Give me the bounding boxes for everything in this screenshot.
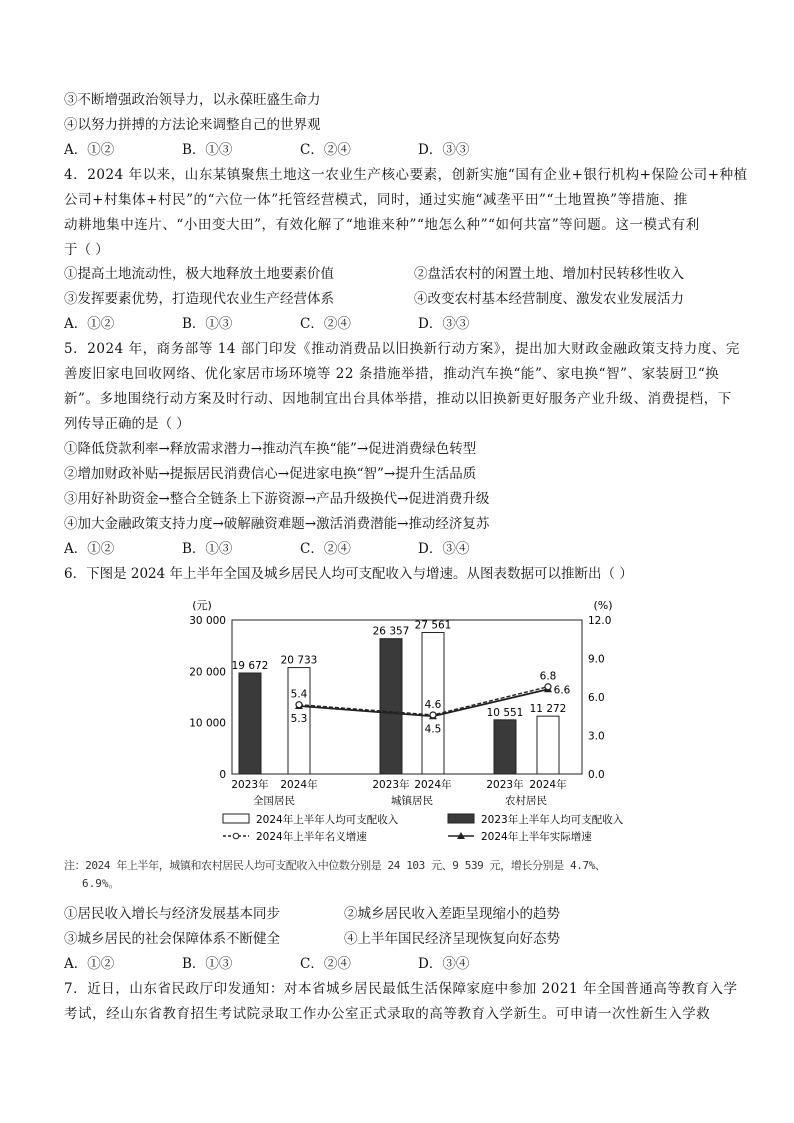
- label-real-rural: 6.6: [553, 684, 571, 697]
- legend-label-2023-bar: 2023年上半年人均可支配收入: [481, 814, 624, 826]
- q3-option-a[interactable]: A．①②: [64, 142, 115, 158]
- legend-swatch-2023-bar: [448, 814, 474, 823]
- q3-option-c[interactable]: C．②④: [300, 142, 351, 158]
- q4-stem-line-4: 于（ ）: [64, 242, 109, 258]
- year-label-urban-2023: 2023年: [372, 779, 410, 791]
- q4-items-row-1: [64, 264, 744, 284]
- q7-stem-line-1: 7．近日，山东省民政厅印发通知：对本省城乡居民最低生活保障家庭中参加 2021 年全国普通高等教育入学: [64, 981, 738, 997]
- bar-2024-rural: [537, 716, 559, 774]
- legend-label-nominal: 2024年上半年名义增速: [256, 831, 367, 843]
- right-tick-4: 12.0: [588, 615, 612, 627]
- year-label-national-2024: 2024年: [280, 779, 318, 791]
- category-label-national: 全国居民: [253, 795, 295, 807]
- q6-option-a[interactable]: A．①②: [64, 956, 115, 972]
- q5-option-a[interactable]: A．①②: [64, 541, 115, 557]
- q6-items-row-2: [64, 929, 744, 949]
- legend-label-2024-bar: 2024年上半年人均可支配收入: [256, 814, 399, 826]
- right-tick-1: 3.0: [588, 730, 605, 743]
- right-tick-2: 6.0: [588, 692, 605, 704]
- q5-option-b[interactable]: B．①③: [182, 541, 233, 557]
- marker-nominal-urban: [430, 712, 436, 718]
- q5-option-d[interactable]: D．③④: [418, 541, 470, 557]
- q3-option-d[interactable]: D．③③: [418, 142, 470, 158]
- label-real-urban: 4.5: [424, 723, 442, 736]
- q6-option-b[interactable]: B．①③: [182, 956, 233, 972]
- bar-2023-national: [239, 673, 261, 774]
- plot-frame: [232, 620, 582, 774]
- left-tick-2: 20 000: [189, 666, 226, 679]
- left-axis-unit: (元): [192, 599, 212, 612]
- marker-nominal-national: [296, 702, 302, 708]
- left-tick-0: 0: [219, 769, 226, 781]
- q6-items-row-1: [64, 904, 744, 924]
- q4-item-3: ③发挥要素优势，打造现代农业生产经营体系: [64, 291, 334, 307]
- q5-stem-line-1: 5．2024 年，商务部等 14 部门印发《推动消费品以旧换新行动方案》，提出加大财政金融政策支持力度、完: [64, 341, 740, 357]
- legend-swatch-2024-bar: [223, 814, 249, 823]
- bar-2023-rural: [494, 720, 516, 774]
- q4-option-b[interactable]: B．①③: [182, 316, 233, 332]
- q7-stem-line-2: 考试，经山东省教育招生考试院录取工作办公室正式录取的高等教育入学新生。可申请一次性新生入学救: [64, 1006, 711, 1022]
- q5-item-3: ③用好补助资金→整合全链条上下游资源→产品升级换代→促进消费升级: [64, 491, 490, 507]
- bar-label-2023-urban: 26 357: [372, 625, 410, 638]
- q5-item-1: ①降低贷款利率→释放需求潜力→推动汽车换“能”→促进消费绿色转型: [64, 441, 477, 457]
- q4-item-4: ④改变农村基本经营制度、激发农业发展活力: [414, 291, 684, 307]
- legend-marker-nominal: [233, 833, 239, 839]
- category-label-rural: 农村居民: [505, 795, 547, 807]
- legend: [223, 813, 624, 843]
- category-label-urban: 城镇居民: [391, 795, 433, 807]
- q6-item-4: ④上半年国民经济呈现恢复向好态势: [344, 931, 560, 947]
- q5-item-2: ②增加财政补贴→提振居民消费信心→促进家电换“智”→提升生活品质: [64, 466, 477, 482]
- q6-item-3: ③城乡居民的社会保障体系不断健全: [64, 931, 280, 947]
- q5-stem-line-2: 善废旧家电回收网络、优化家居市场环境等 22 条措施举措，推动汽车换“能”、家电换“智”、家装厨卫“换: [64, 366, 720, 382]
- left-tick-1: 10 000: [189, 717, 226, 730]
- q5-stem-line-3: 新”。多地围绕行动方案及时行动、因地制宜出台具体举措，推动以旧换新更好服务产业升级、消费提档，下: [64, 391, 732, 407]
- q6-item-1: ①居民收入增长与经济发展基本同步: [64, 906, 280, 922]
- q4-items-row-2: [64, 289, 744, 309]
- q4-stem-line-2: 公司+村集体+村民”的“六位一体”托管经营模式，同时，通过实施“减垄平田”“土地置换”等措施、推: [64, 192, 688, 208]
- label-nominal-national: 5.4: [290, 688, 308, 701]
- q6-option-d[interactable]: D．③④: [418, 956, 470, 972]
- bar-label-2024-urban: 27 561: [414, 619, 452, 632]
- label-nominal-urban: 4.6: [424, 698, 442, 711]
- year-label-rural-2024: 2024年: [529, 779, 567, 791]
- bar-label-2024-national: 20 733: [280, 654, 318, 667]
- income-chart: [60, 594, 740, 894]
- legend-label-real: 2024年上半年实际增速: [481, 831, 592, 843]
- label-nominal-rural: 6.8: [539, 670, 557, 683]
- left-tick-3: 30 000: [189, 615, 226, 627]
- q4-stem-line-3: 动耕地集中连片、“小田变大田”，有效化解了“地谁来种”“地怎么种”“如何共富”等问题。这一模式有利: [64, 217, 700, 233]
- q4-item-2: ②盘活农村的闲置土地、增加村民转移性收入: [414, 266, 684, 282]
- q4-options: [64, 314, 584, 334]
- right-axis-unit: (%): [593, 599, 613, 612]
- year-label-national-2023: 2023年: [231, 779, 269, 791]
- q5-item-4: ④加大金融政策支持力度→破解融资难题→激活消费潜能→推动经济复苏: [64, 516, 490, 532]
- bar-2023-urban: [380, 639, 402, 774]
- q3-options: [64, 140, 584, 160]
- q3-item-4: ④以努力拼搏的方法论来调整自己的世界观: [64, 117, 321, 133]
- marker-nominal-rural: [545, 684, 551, 690]
- year-label-rural-2023: 2023年: [486, 779, 524, 791]
- income-chart-container: [60, 594, 740, 894]
- bar-label-2023-rural: 10 551: [486, 706, 524, 719]
- q6-stem: 6．下图是 2024 年上半年全国及城乡居民人均可支配收入与增速。从图表数据可以推断出（ ）: [64, 566, 633, 582]
- q4-option-a[interactable]: A．①②: [64, 316, 115, 332]
- q5-option-c[interactable]: C．②④: [300, 541, 351, 557]
- q4-item-1: ①提高土地流动性，极大地释放土地要素价值: [64, 266, 334, 282]
- q6-options: [64, 954, 584, 974]
- q3-option-b[interactable]: B．①③: [182, 142, 233, 158]
- q4-stem-line-1: 4．2024 年以来，山东某镇聚焦土地这一农业生产核心要素，创新实施“国有企业+银行机构+保险公司+种植: [64, 167, 748, 183]
- year-label-urban-2024: 2024年: [414, 779, 452, 791]
- right-tick-3: 9.0: [588, 653, 605, 666]
- q6-option-c[interactable]: C．②④: [300, 956, 351, 972]
- q5-stem-line-4: 列传导正确的是（ ）: [64, 416, 190, 432]
- right-tick-0: 0.0: [588, 769, 605, 781]
- q3-item-3: ③不断增强政治领导力，以永葆旺盛生命力: [64, 92, 321, 108]
- q6-note-line-2: 6.9%。: [82, 877, 120, 890]
- label-real-national: 5.3: [290, 712, 308, 725]
- bar-label-2023-national: 19 672: [231, 660, 269, 673]
- q5-options: [64, 539, 584, 559]
- q4-option-d[interactable]: D．③③: [418, 316, 470, 332]
- q6-note-line-1: 注：2024 年上半年，城镇和农村居民人均可支配收入中位数分别是 24 103 元、9 539 元，增长分别是 4.7%、: [64, 859, 606, 872]
- q4-option-c[interactable]: C．②④: [300, 316, 351, 332]
- q6-item-2: ②城乡居民收入差距呈现缩小的趋势: [344, 906, 560, 922]
- bar-label-2024-rural: 11 272: [529, 703, 567, 716]
